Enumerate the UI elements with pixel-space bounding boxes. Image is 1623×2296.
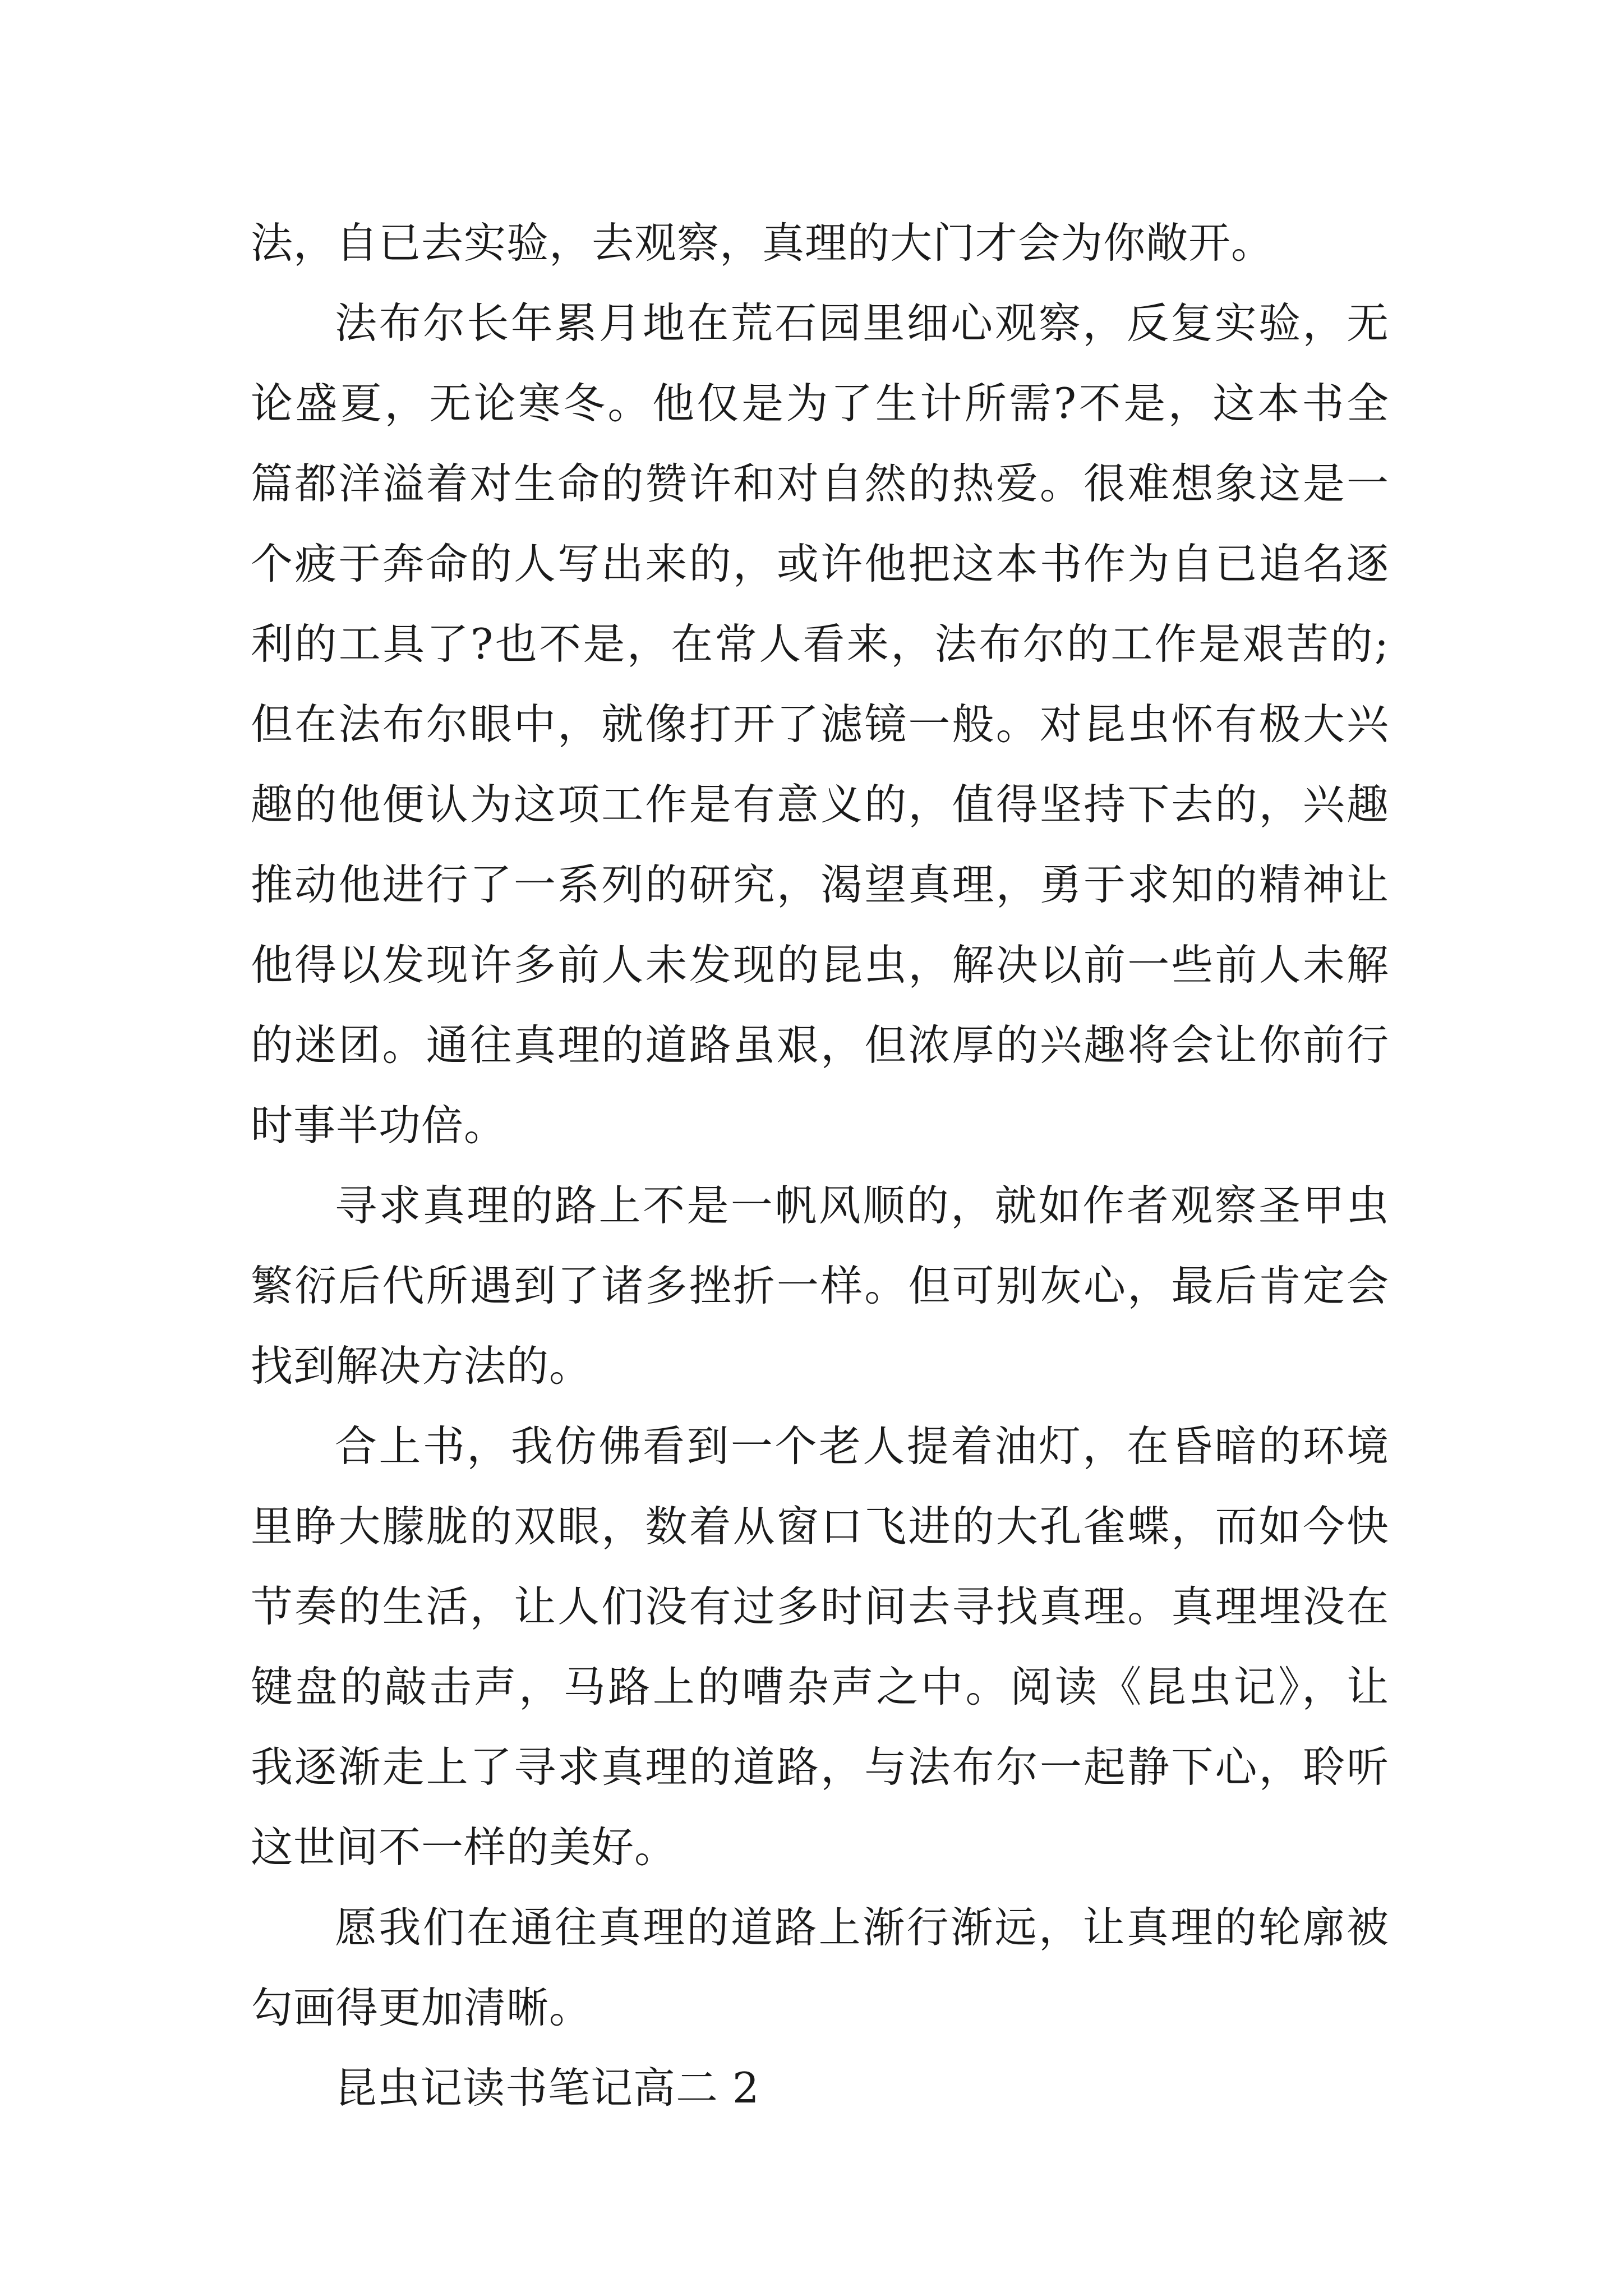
paragraph-5 bbox=[251, 1888, 1389, 2048]
paragraph-2 bbox=[251, 283, 1389, 1166]
section-heading: 昆虫记读书笔记高二 2 bbox=[335, 2063, 760, 2113]
text-line: 合上书，我仿佛看到一个老人提着油灯，在昏暗的环境 bbox=[335, 1421, 1389, 1471]
text-line: 寻求真理的路上不是一帆风顺的，就如作者观察圣甲虫 bbox=[335, 1181, 1389, 1230]
paragraph-1 bbox=[251, 203, 1389, 283]
text-line: 繁衍后代所遇到了诸多挫折一样。但可别灰心，最后肯定会 bbox=[251, 1261, 1389, 1310]
text-line: 他得以发现许多前人未发现的昆虫，解决以前一些前人未解 bbox=[251, 940, 1389, 990]
text-line: 个疲于奔命的人写出来的，或许他把这本书作为自已追名逐 bbox=[251, 539, 1389, 588]
text-line: 趣的他便认为这项工作是有意义的，值得坚持下去的，兴趣 bbox=[251, 780, 1389, 829]
paragraph-4 bbox=[251, 1406, 1389, 1888]
text-line: 键盘的敲击声，马路上的嘈杂声之中。阅读《昆虫记》，让 bbox=[251, 1662, 1389, 1711]
text-line: 论盛夏，无论寒冬。他仅是为了生计所需?不是，这本书全 bbox=[251, 379, 1389, 428]
text-line: 时事半功倍。 bbox=[251, 1101, 507, 1150]
text-line: 我逐渐走上了寻求真理的道路，与法布尔一起静下心，聆听 bbox=[251, 1742, 1389, 1792]
text-line: 但在法布尔眼中，就像打开了滤镜一般。对昆虫怀有极大兴 bbox=[251, 700, 1389, 749]
text-line: 篇都洋溢着对生命的赞许和对自然的热爱。很难想象这是一 bbox=[251, 459, 1389, 508]
section-heading-paragraph bbox=[251, 2048, 1389, 2128]
text-line: 节奏的生活，让人们没有过多时间去寻找真理。真理埋没在 bbox=[251, 1582, 1389, 1631]
paragraph-3 bbox=[251, 1166, 1389, 1406]
text-line: 利的工具了?也不是，在常人看来，法布尔的工作是艰苦的; bbox=[251, 619, 1389, 669]
text-line: 推动他进行了一系列的研究，渴望真理，勇于求知的精神让 bbox=[251, 860, 1389, 909]
text-line: 里睁大朦胧的双眼，数着从窗口飞进的大孔雀蝶，而如今快 bbox=[251, 1502, 1389, 1551]
text-line: 勾画得更加清晰。 bbox=[251, 1983, 592, 2032]
text-line: 愿我们在通往真理的道路上渐行渐远，让真理的轮廓被 bbox=[335, 1903, 1389, 1952]
text-line: 的迷团。通往真理的道路虽艰，但浓厚的兴趣将会让你前行 bbox=[251, 1020, 1389, 1070]
text-line: 找到解决方法的。 bbox=[251, 1341, 592, 1391]
body-text bbox=[251, 203, 1389, 2128]
text-line: 法，自已去实验，去观察，真理的大门才会为你敞开。 bbox=[251, 218, 1274, 268]
text-line: 这世间不一样的美好。 bbox=[251, 1823, 677, 1872]
text-line: 法布尔长年累月地在荒石园里细心观察，反复实验，无 bbox=[335, 298, 1389, 348]
